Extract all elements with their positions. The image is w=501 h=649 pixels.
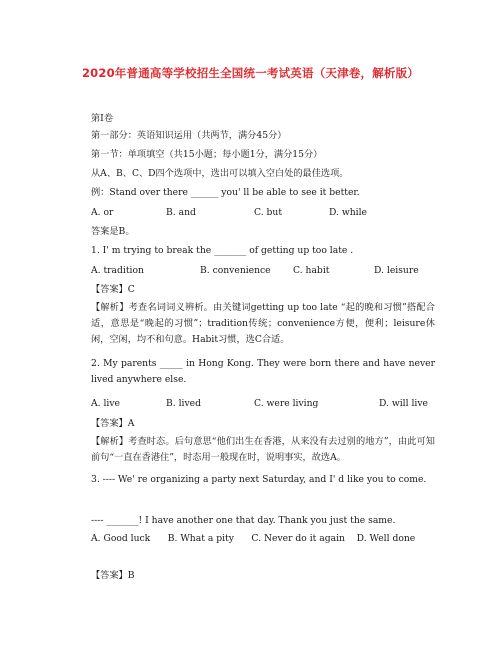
- question-3-options: A. Good luck B. What a pity C. Never do it again D. Well done: [91, 533, 416, 544]
- example-options: [91, 207, 367, 219]
- document-title: 2020年普通高等学校招生全国统一考试英语（天津卷，解析版）: [81, 66, 419, 80]
- option-d: D. leisure: [374, 265, 419, 276]
- option-b: B. and: [166, 207, 196, 218]
- explanation-2: 【解析】考查时态。后句意思“他们出生在香港，从来没有去过别的地方”，由此可知前句“一直在香港住”，时态用一般现在时，说明事实，故选A。: [91, 436, 435, 463]
- question-2-options: [91, 398, 428, 410]
- question-2: 2. My parents _____ in Hong Kong. They were born there and have never lived anywhere else.: [91, 358, 435, 385]
- option-d: D. while: [329, 207, 367, 218]
- subsection-heading: 第一节：单项填空（共15小题；每小题1分，满分15分）: [91, 149, 323, 160]
- section-heading: 第Ⅰ卷: [91, 113, 114, 124]
- explanation-1: 【解析】考查名词词义辨析。由关键词getting up too late “起的晚和习惯”搭配合适，意思是“晚起的习惯”；tradition传统；convenience方便，便利；leisure休闲，空闲，均不和句意。Habit习惯，选C合适。: [91, 302, 435, 345]
- option-c: C. but: [254, 207, 283, 218]
- example-question: 例：Stand over there ______ you' ll be able to see it better.: [91, 187, 360, 198]
- option-c: C. habit: [293, 265, 330, 276]
- example-answer: 答案是B。: [91, 226, 135, 237]
- option-c: C. were living: [254, 398, 319, 409]
- question-3-dialogue-1: 3. ---- We' re organizing a party next Saturday, and I' d like you to come.: [91, 474, 427, 485]
- option-b: B. lived: [166, 398, 201, 409]
- question-1: 1. I' m trying to break the _______ of getting up too late .: [91, 245, 354, 256]
- option-d: D. will live: [379, 398, 428, 409]
- question-1-options: [91, 265, 419, 277]
- part-heading: 第一部分：英语知识运用（共两节，满分45分）: [91, 130, 287, 141]
- answer-3: 【答案】B: [91, 570, 135, 581]
- option-b: B. convenience: [200, 265, 271, 276]
- option-a: A. live: [91, 398, 120, 409]
- option-a: A. tradition: [91, 265, 144, 276]
- instructions: 从A、B、C、D四个选项中，选出可以填入空白处的最佳选项。: [91, 168, 349, 179]
- answer-1: 【答案】C: [91, 284, 135, 295]
- question-3-dialogue-2: ---- _______! I have another one that day. Thank you just the same.: [91, 515, 396, 526]
- answer-2: 【答案】A: [91, 418, 135, 429]
- option-a: A. or: [91, 207, 114, 218]
